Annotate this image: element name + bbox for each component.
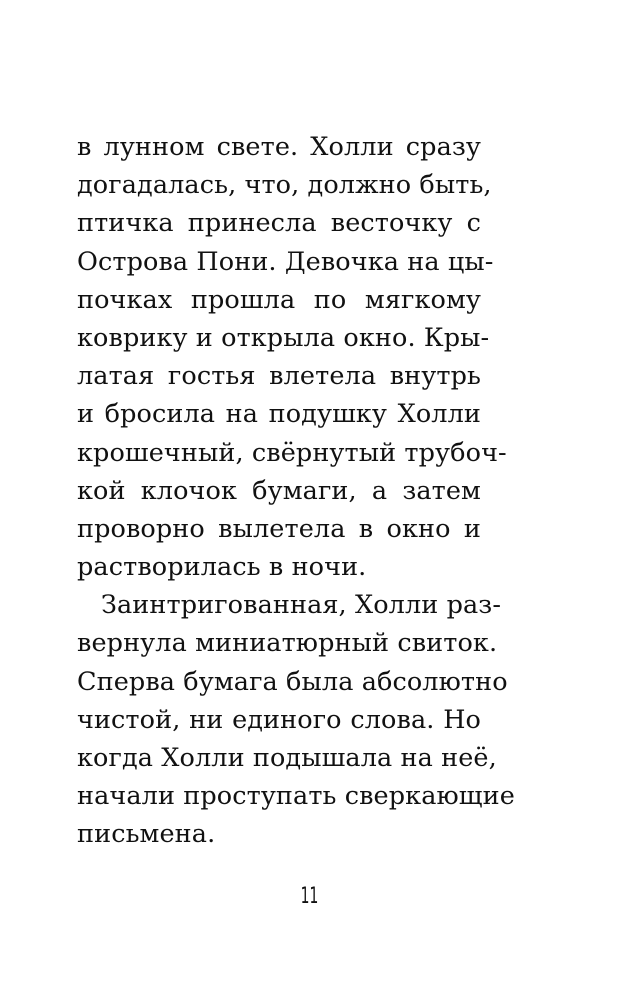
text-line: вернула миниатюрный свиток.	[77, 628, 498, 659]
text-line: растворилась в ночи.	[77, 552, 367, 583]
text-line: начали проступать сверкающие	[77, 781, 515, 812]
body-text	[77, 128, 515, 854]
text-line: письмена.	[77, 819, 216, 850]
text-line: птичка принесла весточку с	[77, 208, 481, 239]
text-line: Заинтригованная, Холли раз-	[101, 590, 502, 621]
text-line: в лунном свете. Холли сразу	[77, 132, 481, 162]
page-number: 11	[300, 884, 319, 909]
text-line: когда Холли подышала на неё,	[77, 743, 497, 773]
text-line: кой клочок бумаги, а затем	[77, 475, 481, 506]
text-line: почках прошла по мягкому	[77, 284, 481, 315]
text-line: чистой, ни единого слова. Но	[77, 704, 481, 735]
text-line: Острова Пони. Девочка на цы-	[77, 246, 494, 277]
text-line: догадалась, что, должно быть,	[77, 170, 492, 201]
text-line: и бросила на подушку Холли	[77, 399, 481, 430]
text-line: проворно вылетела в окно и	[77, 513, 481, 544]
text-line: крошечный, свёрнутый трубоч-	[77, 437, 507, 468]
text-line: латая гостья влетела внутрь	[77, 361, 481, 392]
text-line: Сперва бумага была абсолютно	[77, 666, 508, 697]
text-line: коврику и открыла окно. Кры-	[77, 322, 490, 353]
